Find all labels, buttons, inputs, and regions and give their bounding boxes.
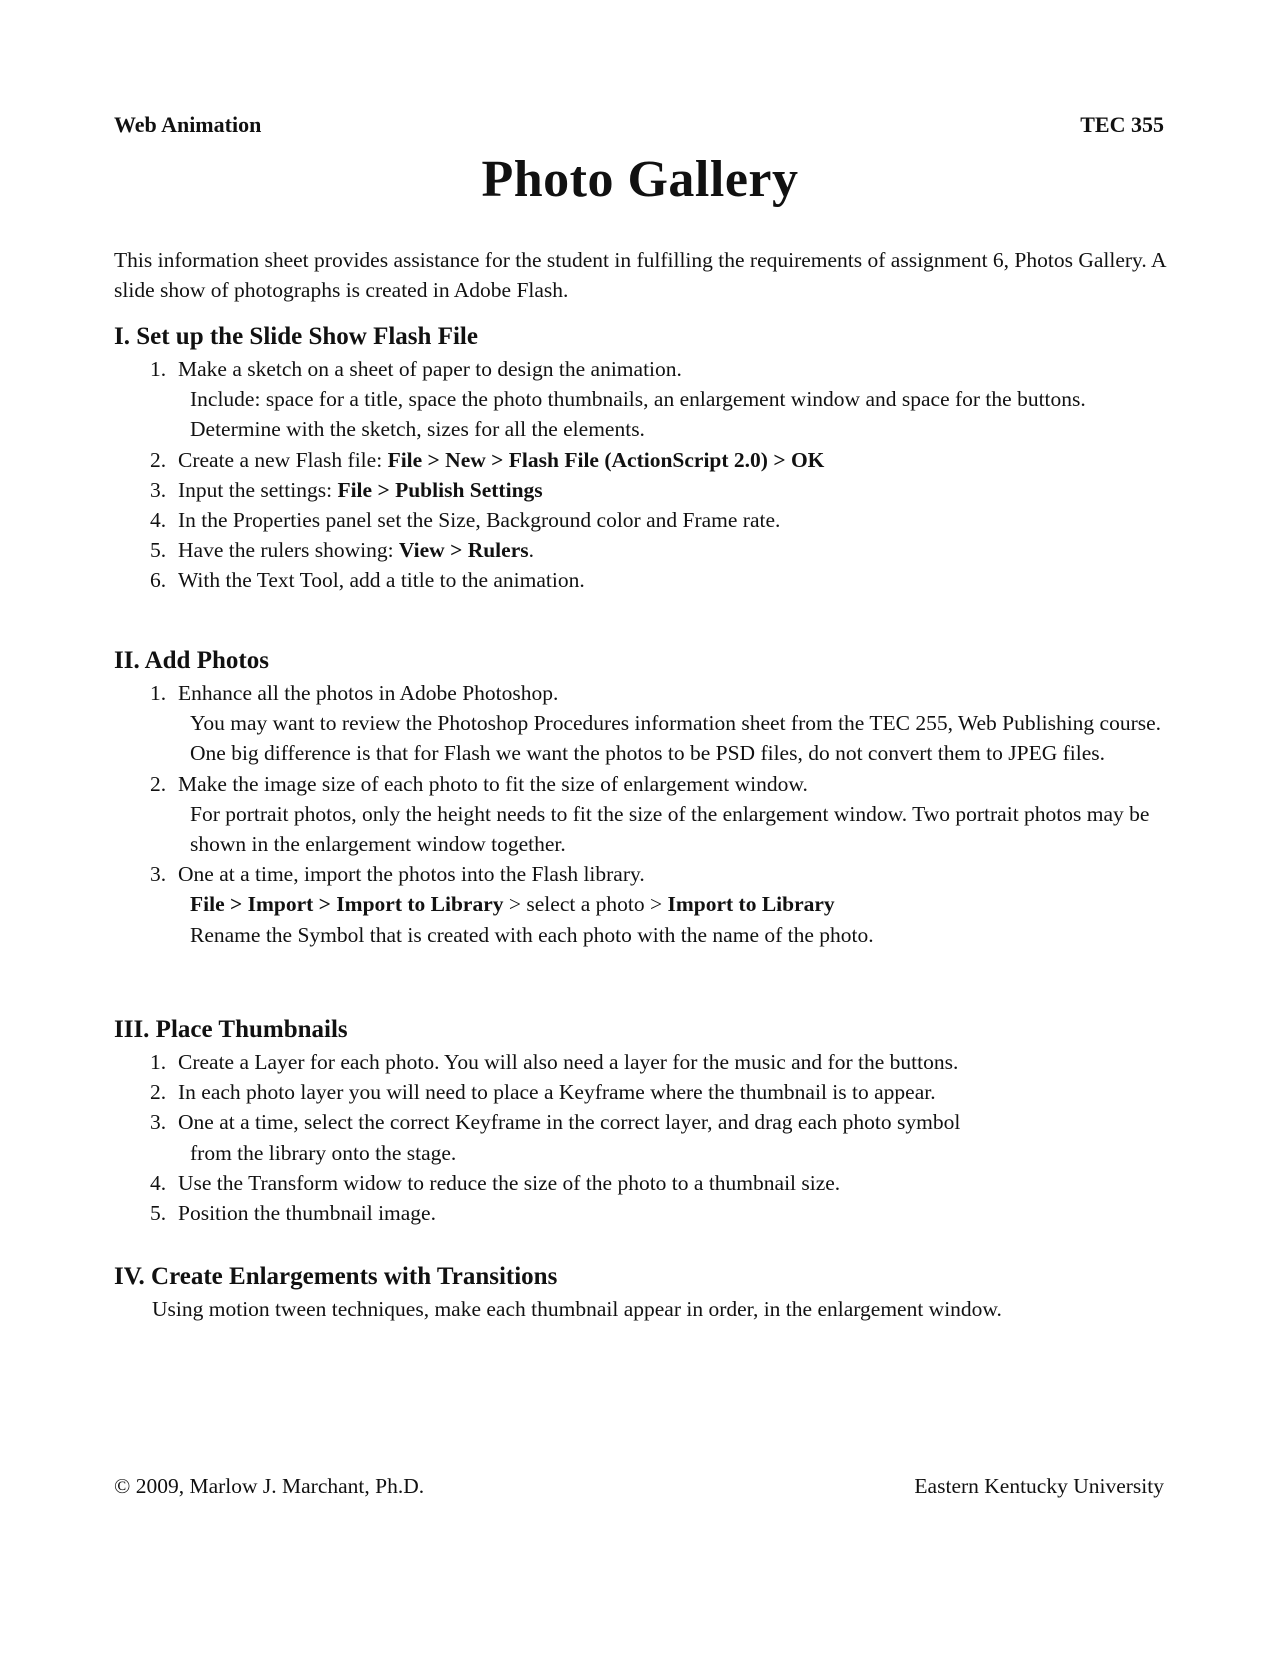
intro-paragraph: This information sheet provides assistance for the student in fulfilling the requirements of assignment 6, Photos Gallery. A slide show of photographs is created in Adobe Flash. (114, 248, 1166, 302)
list-item: 2. In each photo layer you will need to place a Keyframe where the thumbnail is to appear. (150, 1080, 936, 1105)
list-item: 3. One at a time, import the photos into the Flash library. File > Import > Import to Library > select a photo > Import to Library Rename the Symbol that is created with each photo with the name of the photo. (150, 862, 874, 947)
section-heading: III. Place Thumbnails (114, 1016, 348, 1043)
section-paragraph: Using motion tween techniques, make each thumbnail appear in order, in the enlargement window. (152, 1297, 1002, 1321)
copyright-text: © 2009, Marlow J. Marchant, Ph.D. (114, 1474, 425, 1498)
list-item: 6. With the Text Tool, add a title to the animation. (150, 568, 585, 593)
course-name: Web Animation (114, 112, 262, 137)
page-footer (114, 1474, 1164, 1499)
list-item: 1. Make a sketch on a sheet of paper to design the animation. Include: space for a title, space the photo thumbnails, an enlargement window and space for the buttons. Determine with the sketch, sizes for all the elements. (150, 357, 1086, 442)
list-item: 4. Use the Transform widow to reduce the size of the photo to a thumbnail size. (150, 1170, 841, 1195)
list-item: 3. One at a time, select the correct Keyframe in the correct layer, and drag each photo symbol from the library onto the stage. (150, 1110, 961, 1165)
section-heading: II. Add Photos (114, 647, 269, 674)
list-item: 4. In the Properties panel set the Size, Background color and Frame rate. (150, 508, 781, 533)
list-item: 1. Create a Layer for each photo. You will also need a layer for the music and for the buttons. (150, 1050, 959, 1074)
section-setup (114, 320, 1174, 596)
page-header (114, 112, 1164, 138)
list-item: 2. Make the image size of each photo to fit the size of enlargement window. For portrait photos, only the height needs to fit the size of the enlargement window. Two portrait photos may be shown in the enlargement window together. (150, 771, 1150, 857)
course-code: TEC 355 (1080, 112, 1164, 137)
section-heading: I. Set up the Slide Show Flash File (114, 323, 478, 350)
list-item: 3. Input the settings: File > Publish Settings (150, 477, 543, 502)
page-title: Photo Gallery (481, 151, 799, 208)
list-item: 5. Have the rulers showing: View > Rulers. (150, 538, 534, 563)
section-heading: IV. Create Enlargements with Transitions (114, 1263, 558, 1290)
section-add-photos (114, 644, 1174, 950)
list-item: 2. Create a new Flash file: File > New > Flash File (ActionScript 2.0) > OK (150, 447, 825, 472)
section-enlargements (114, 1260, 1174, 1324)
list-item: 1. Enhance all the photos in Adobe Photoshop. You may want to review the Photoshop Procedures information sheet from the TEC 255, Web Publishing course. One big difference is that for Flash we want the photos to be PSD files, do not convert them to JPEG files. (150, 681, 1162, 766)
institution-name: Eastern Kentucky University (914, 1474, 1164, 1498)
section-place-thumbnails (114, 1013, 1174, 1228)
list-item: 5. Position the thumbnail image. (150, 1201, 436, 1226)
